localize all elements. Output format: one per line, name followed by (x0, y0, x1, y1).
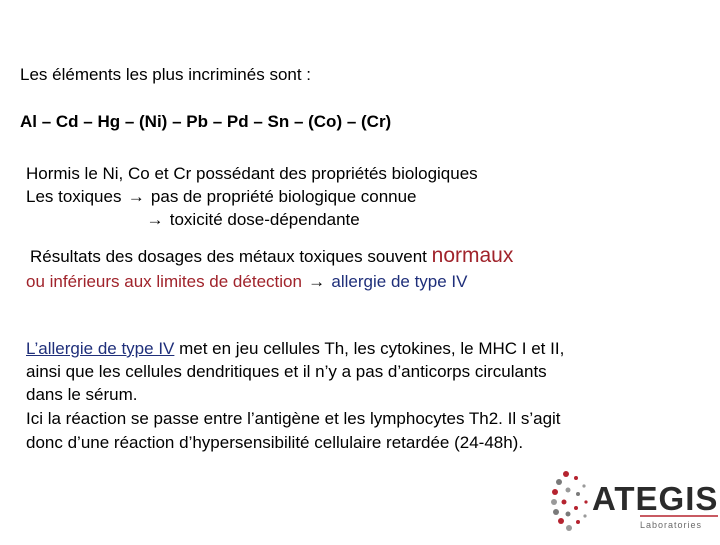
except-text: Hormis le Ni, Co et Cr possédant des propriétés biologiques (26, 164, 478, 183)
ategis-logo-subtitle: Laboratories (640, 520, 703, 530)
ategis-logo-name: ATEGIS (592, 480, 719, 517)
toxics-line-2 (145, 210, 360, 230)
results-line-1 (30, 244, 513, 269)
ategis-logo (548, 462, 720, 540)
para-line-5: donc d’une réaction d’hypersensibilité cellulaire retardée (24-48h). (26, 433, 524, 452)
para-line-4: Ici la réaction se passe entre l’antigène et les lymphocytes Th2. Il s’agit (26, 409, 561, 428)
metals-list: Al – Cd – Hg – (Ni) – Pb – Pd – Sn – (Co) – (Cr) (20, 112, 392, 131)
para-line-1 (26, 339, 564, 359)
results-text: Résultats des dosages des métaux toxiques souvent (30, 247, 427, 266)
arrow-right-icon: → (146, 210, 164, 229)
results-highlight: normaux (431, 244, 514, 267)
results-line-2 (26, 272, 468, 292)
ategis-logo-mark (548, 462, 720, 540)
para-line-1-rest: met en jeu cellules Th, les cytokines, le MHC I et II, (174, 339, 565, 358)
para-line-2: ainsi que les cellules dendritiques et il n’y a pas d’anticorps circulants (26, 362, 547, 381)
para-line-3: dans le sérum. (26, 385, 138, 404)
toxics-text-1: pas de propriété biologique connue (150, 187, 417, 206)
arrow-right-icon: → (308, 272, 326, 291)
toxics-line-1 (26, 187, 417, 207)
results-conclusion: allergie de type IV (331, 272, 468, 291)
ategis-logo-dots (551, 471, 588, 531)
intro-text: Les éléments les plus incriminés sont : (20, 65, 312, 84)
toxics-label: Les toxiques (26, 187, 122, 206)
toxics-text-2: toxicité dose-dépendante (169, 210, 360, 229)
results-limit-text: ou inférieurs aux limites de détection (26, 272, 302, 291)
arrow-right-icon: → (127, 187, 145, 206)
allergy-type-iv-link[interactable]: L’allergie de type IV (26, 339, 175, 358)
